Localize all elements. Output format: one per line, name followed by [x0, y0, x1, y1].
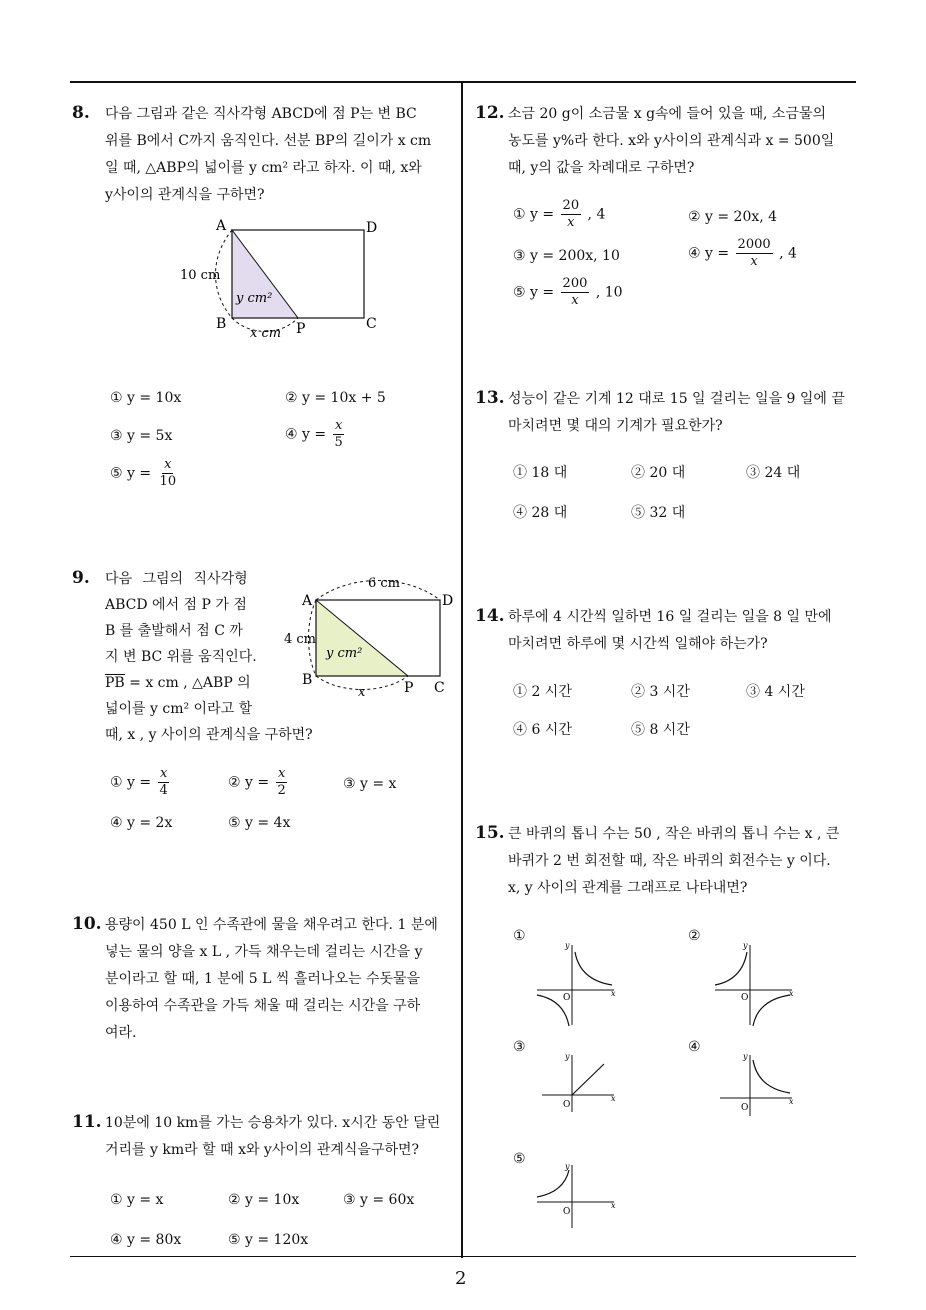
q15-choice-1-mark[interactable]: ①	[513, 928, 526, 944]
q15-graph-1-curve-q1	[575, 952, 612, 985]
q8-choice-1[interactable]: ① y = 10x	[110, 390, 182, 406]
q15-graph-1-label-o: O	[563, 993, 571, 1003]
q9-choice-2-label: ② y =	[228, 774, 270, 791]
q11-number: 11.	[72, 1112, 102, 1132]
q15-graph-2[interactable]	[710, 940, 800, 1030]
q15-line-1: 큰 바퀴의 톱니 수는 50 , 작은 바퀴의 톱니 수는 x , 큰	[508, 826, 840, 842]
q14-line-1: 하루에 4 시간씩 일하면 16 일 걸리는 일을 8 일 만에	[508, 609, 832, 625]
q13-line-1: 성능이 같은 기계 12 대로 15 일 걸리는 일을 9 일에 끝	[508, 391, 845, 407]
q12-choice-5-fraction	[561, 276, 590, 309]
q9-label-d: D	[442, 593, 454, 609]
q13-number: 13.	[475, 388, 505, 408]
q12-line-3: 때, y의 값을 차례대로 구하면?	[508, 160, 695, 176]
q15-choice-5-mark[interactable]: ⑤	[513, 1151, 526, 1167]
q12-frac5-den: x	[571, 293, 579, 308]
q14-choice-5[interactable]: ⑤ 8 시간	[631, 722, 690, 738]
q9-label-a: A	[302, 593, 313, 609]
q12-choice-1-fraction	[561, 198, 582, 231]
page-number: 2	[455, 1268, 467, 1289]
q15-graph-3-label-y: y	[565, 1052, 570, 1061]
q12-choice-5-value: , 10	[595, 284, 623, 301]
q15-graph-2-label-y: y	[743, 941, 748, 950]
q9-figure	[280, 572, 460, 700]
q8-label-d: D	[366, 220, 378, 236]
q9-choice-1[interactable]	[110, 766, 172, 799]
q15-graph-3-label-x: x	[611, 1094, 616, 1103]
q12-choice-4-value: , 4	[779, 245, 797, 262]
q9-label-base: x	[358, 685, 366, 700]
q12-choice-1[interactable]	[513, 198, 605, 231]
q15-choice-2-mark[interactable]: ②	[688, 928, 701, 944]
q11-line-1: 10분에 10 km를 가는 승용차가 있다. x시간 동안 달린	[105, 1115, 441, 1131]
q12-choice-5[interactable]	[513, 276, 623, 309]
q8-line-3: 일 때, △ABP의 넓이를 y cm² 라고 하자. 이 때, x와	[105, 160, 422, 176]
q9-label-side: 4 cm	[284, 632, 317, 647]
q8-choice-4-label: ④ y =	[285, 426, 327, 443]
q8-choice-5[interactable]	[110, 457, 180, 490]
q12-choice-4[interactable]	[688, 237, 797, 270]
q8-choice-5-label: ⑤ y =	[110, 465, 152, 482]
q14-choice-1[interactable]: ① 2 시간	[513, 684, 572, 700]
q15-graph-4-label-o: O	[741, 1103, 749, 1113]
q13-choice-5[interactable]: ⑤ 32 대	[631, 505, 686, 521]
q12-choice-4-label: ④ y =	[688, 245, 730, 262]
q10-line-4: 이용하여 수족관을 가득 채울 때 걸리는 시간을 구하	[105, 998, 421, 1014]
q15-graph-3-line	[572, 1064, 604, 1095]
q13-choice-3[interactable]: ③ 24 대	[746, 465, 801, 481]
q9-triangle-abp	[316, 600, 408, 676]
q15-graph-2-label-x: x	[789, 989, 794, 998]
q11-choice-4[interactable]: ④ y = 80x	[110, 1232, 182, 1248]
q15-choice-4-mark[interactable]: ④	[688, 1039, 701, 1055]
q11-choice-1[interactable]: ① y = x	[110, 1192, 164, 1208]
q8-label-side: 10 cm	[180, 268, 221, 283]
q8-choice-4[interactable]	[285, 418, 347, 451]
q15-graph-4[interactable]	[710, 1050, 800, 1120]
q12-choice-5-label: ⑤ y =	[513, 284, 555, 301]
q8-label-c: C	[366, 316, 377, 332]
q9-line-5: PB = x cm , △ABP 의	[105, 675, 251, 691]
q9-label-b: B	[302, 672, 313, 688]
q12-frac4-den: x	[750, 254, 758, 269]
q9-overline	[105, 674, 125, 675]
q9-label-c: C	[434, 680, 445, 696]
q8-label-b: B	[216, 316, 227, 332]
q11-choice-3[interactable]: ③ y = 60x	[343, 1192, 415, 1208]
q12-frac1-den: x	[567, 215, 575, 230]
q10-line-5: 여라.	[105, 1025, 137, 1041]
column-divider	[461, 83, 463, 1258]
q9-choice-3[interactable]: ③ y = x	[343, 776, 397, 792]
q15-graph-2-curve-q2	[715, 952, 747, 985]
q15-graph-5-curve	[537, 1170, 569, 1197]
q8-label-area: y cm²	[236, 291, 273, 306]
q9-choice-2[interactable]	[228, 766, 290, 799]
q15-graph-4-curve	[753, 1060, 790, 1093]
header-rule	[70, 81, 856, 83]
q8-label-p: P	[296, 321, 306, 337]
q12-line-2: 농도를 y%라 한다. x와 y사이의 관계식과 x = 500일	[508, 133, 835, 149]
q15-graph-3-label-o: O	[563, 1100, 571, 1110]
q15-graph-1[interactable]	[532, 940, 622, 1030]
q12-frac4-num: 2000	[737, 237, 771, 252]
q9-line-6: 넓이를 y cm² 이라고 할	[105, 701, 253, 717]
q9-frac2-num: x	[278, 766, 286, 781]
q12-choice-3[interactable]: ③ y = 200x, 10	[513, 248, 620, 264]
q12-choice-2[interactable]: ② y = 20x, 4	[688, 209, 778, 225]
q15-line-3: x, y 사이의 관계를 그래프로 나타내면?	[508, 880, 748, 896]
q8-choice-3[interactable]: ③ y = 5x	[110, 428, 173, 444]
q9-line-3: B 를 출발해서 점 C 까	[105, 623, 243, 639]
q9-frac1-den: 4	[159, 783, 168, 798]
q15-graph-5[interactable]	[532, 1160, 622, 1230]
q12-choice-1-label: ① y =	[513, 206, 555, 223]
q8-frac4-den: 5	[334, 435, 343, 450]
q8-label-a: A	[216, 218, 227, 234]
q9-choice-4[interactable]: ④ y = 2x	[110, 815, 173, 831]
q8-choice-5-fraction	[158, 457, 179, 490]
q9-label-area: y cm²	[326, 646, 363, 661]
q15-number: 15.	[475, 823, 505, 843]
q10-number: 10.	[72, 914, 102, 934]
q11-line-2: 거리를 y km라 할 때 x와 y사이의 관계식을구하면?	[105, 1142, 420, 1158]
q14-line-2: 마치려면 하루에 몇 시간씩 일해야 하는가?	[508, 636, 768, 652]
q15-graph-2-label-o: O	[741, 993, 749, 1003]
q15-choice-3-mark[interactable]: ③	[513, 1039, 526, 1055]
q9-frac2-den: 2	[277, 783, 286, 798]
q15-graph-4-label-y: y	[743, 1052, 748, 1061]
footer-rule	[70, 1256, 856, 1257]
q14-choice-4[interactable]: ④ 6 시간	[513, 722, 572, 738]
q9-choice-1-fraction	[158, 766, 170, 799]
q8-line-1: 다음 그림과 같은 직사각형 ABCD에 점 P는 변 BC	[105, 106, 417, 122]
q8-choice-2[interactable]: ② y = 10x + 5	[285, 390, 386, 406]
q14-choice-3[interactable]: ③ 4 시간	[746, 684, 805, 700]
q14-choice-2[interactable]: ② 3 시간	[631, 684, 690, 700]
q9-choice-2-fraction	[276, 766, 288, 799]
q13-line-2: 마치려면 몇 대의 기계가 필요한가?	[508, 418, 723, 434]
q9-number: 9.	[72, 568, 90, 588]
q10-line-1: 용량이 450 L 인 수족관에 물을 채우려고 한다. 1 분에	[105, 917, 438, 933]
q15-graph-5-label-o: O	[563, 1207, 571, 1217]
q8-number: 8.	[72, 103, 90, 123]
q15-graph-1-label-y: y	[565, 941, 570, 950]
q12-number: 12.	[475, 103, 505, 123]
q12-line-1: 소금 20 g이 소금물 x g속에 들어 있을 때, 소금물의	[508, 106, 827, 122]
q11-choice-2[interactable]: ② y = 10x	[228, 1192, 300, 1208]
q15-graph-1-label-x: x	[611, 989, 616, 998]
q9-frac1-num: x	[160, 766, 168, 781]
q13-choice-1[interactable]: ① 18 대	[513, 465, 568, 481]
q10-line-3: 분이라고 할 때, 1 분에 5 L 씩 흘러나오는 수돗물을	[105, 971, 421, 987]
q9-label-p: P	[404, 680, 414, 696]
q9-line-2: ABCD 에서 점 P 가 점	[105, 597, 247, 613]
q8-frac4-num: x	[335, 418, 343, 433]
q9-choice-5[interactable]: ⑤ y = 4x	[228, 815, 291, 831]
q8-line-4: y사이의 관계식을 구하면?	[105, 187, 265, 203]
q8-choice-4-fraction	[333, 418, 345, 451]
q9-choice-1-label: ① y =	[110, 774, 152, 791]
q11-choice-5[interactable]: ⑤ y = 120x	[228, 1232, 309, 1248]
q15-line-2: 바퀴가 2 번 회전할 때, 작은 바퀴의 회전수는 y 이다.	[508, 853, 831, 869]
q8-line-2: 위를 B에서 C까지 움직인다. 선분 BP의 길이가 x cm	[105, 133, 432, 149]
q12-frac5-num: 200	[562, 276, 588, 291]
q15-graph-2-curve-q4	[753, 995, 790, 1026]
q10-line-2: 넣는 물의 양을 x L , 가득 채우는데 걸리는 시간을 y	[105, 944, 423, 960]
q9-line-7: 때, x , y 사이의 관계식을 구하면?	[105, 727, 313, 743]
q12-frac1-num: 20	[562, 198, 580, 213]
q15-graph-5-label-y: y	[565, 1162, 570, 1171]
q14-number: 14.	[475, 606, 505, 626]
q8-frac5-den: 10	[159, 474, 177, 489]
q15-graph-4-label-x: x	[789, 1097, 794, 1106]
q12-choice-4-fraction	[736, 237, 773, 270]
q15-graph-5-label-x: x	[611, 1201, 616, 1210]
q8-frac5-num: x	[164, 457, 172, 472]
q9-label-top: 6 cm	[368, 576, 401, 591]
q13-choice-4[interactable]: ④ 28 대	[513, 505, 568, 521]
q15-graph-3[interactable]	[532, 1050, 622, 1120]
q9-line-1: 다음 그림의 직사각형	[105, 571, 248, 587]
q13-choice-2[interactable]: ② 20 대	[631, 465, 686, 481]
q8-figure	[170, 212, 390, 347]
q12-choice-1-value: , 4	[587, 206, 606, 223]
q8-label-base: x cm	[250, 326, 282, 341]
q9-line-4: 지 변 BC 위를 움직인다.	[105, 649, 257, 665]
